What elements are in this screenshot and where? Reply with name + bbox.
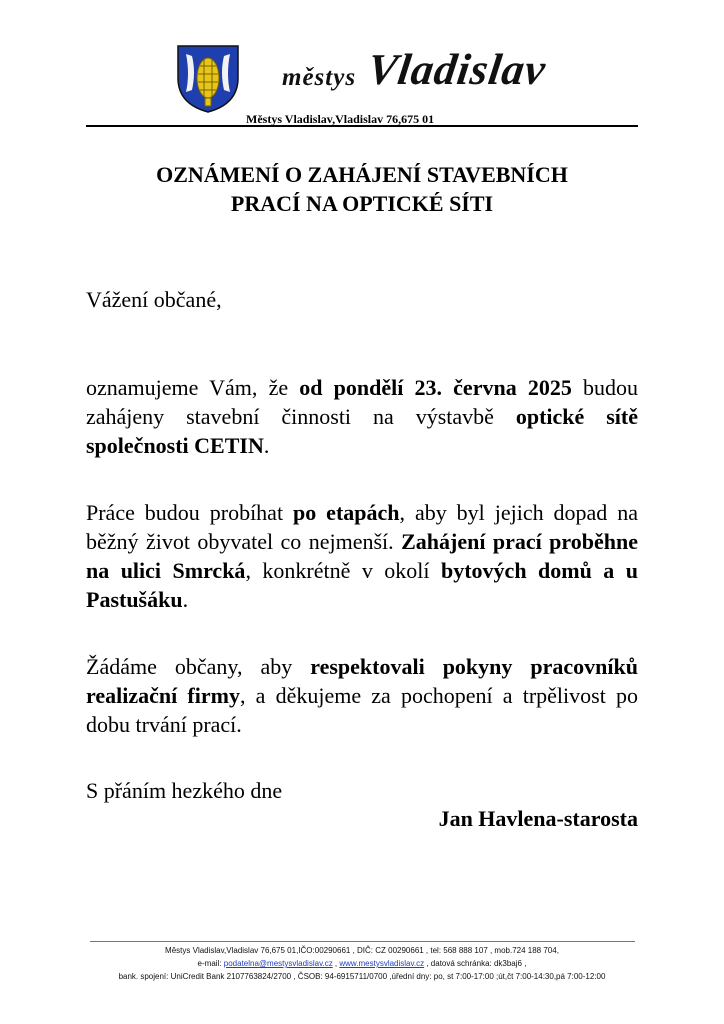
footer-line-1: Městys Vladislav,Vladislav 76,675 01,IČO:00290661 , DIČ: CZ 00290661 , tel: 568 888 107 , mob.724 188 704, xyxy=(165,946,559,955)
para1-network-owner: optické sítě společnosti CETIN xyxy=(86,404,639,458)
footer xyxy=(86,944,638,983)
municipality-wordmark xyxy=(282,40,552,100)
wordmark-mestys: městys xyxy=(282,64,357,91)
para1-text-3: . xyxy=(263,433,270,458)
document-title xyxy=(86,160,638,218)
footer-line-3: bank. spojení: UniCredit Bank 2107763824/2700 , ČSOB: 94-6915711/0700 ,úřední dny: po, st 7:00-17:00 ;út,čt 7:00-14:30,pá 7:00-12:00 xyxy=(118,972,606,981)
paragraph-request xyxy=(86,652,638,739)
header-address: Městys Vladislav,Vladislav 76,675 01 xyxy=(246,112,435,126)
para2-text-3: , konkrétně v okolí xyxy=(245,558,441,583)
para3-text-2: , a děkujeme za pochopení a trpělivost po dobu trvání prací. xyxy=(86,683,639,737)
wordmark-vladislav: Vladislav xyxy=(364,45,550,94)
header-divider xyxy=(86,125,638,127)
paragraph-stages xyxy=(86,498,638,614)
signature: Jan Havlena-starosta xyxy=(438,806,638,831)
title-line-1: OZNÁMENÍ O ZAHÁJENÍ STAVEBNÍCH xyxy=(156,162,568,187)
salutation: Vážení občané, xyxy=(86,287,222,312)
para2-text-2: , aby byl jejich dopad na běžný život obyvatel co nejmenší. xyxy=(86,500,639,554)
para2-text-1: Práce budou probíhat xyxy=(86,500,293,525)
para3-request: respektovali pokyny pracovníků realizační firmy xyxy=(86,654,638,708)
para2-area: bytových domů a u Pastušáku xyxy=(86,558,638,612)
para2-stages: po etapách xyxy=(293,500,400,525)
footer-website-link[interactable]: www.mestysvladislav.cz xyxy=(339,959,425,968)
closing-greeting: S přáním hezkého dne xyxy=(86,778,283,803)
title-line-2: PRACÍ NA OPTICKÉ SÍTI xyxy=(230,191,494,216)
para1-start-date: od pondělí 23. června 2025 xyxy=(299,375,572,400)
para2-text-4: . xyxy=(182,587,189,612)
footer-divider xyxy=(90,941,635,942)
para3-text-1: Žádáme občany, aby xyxy=(86,654,311,679)
paragraph-announcement xyxy=(86,373,638,460)
coat-of-arms-logo xyxy=(176,44,240,114)
para1-text-1: oznamujeme Vám, že xyxy=(86,375,300,400)
footer-email-link[interactable]: podatelna@mestysvladislav.cz xyxy=(223,959,333,968)
para1-text-2: budou zahájeny stavební činnosti na výstavbě xyxy=(86,375,638,429)
footer-line-2: e-mail: podatelna@mestysvladislav.cz , www.mestysvladislav.cz , datová schránka: dk3baj6 , xyxy=(197,959,527,968)
para2-start-location: Zahájení prací proběhne na ulici Smrcká xyxy=(86,529,639,583)
